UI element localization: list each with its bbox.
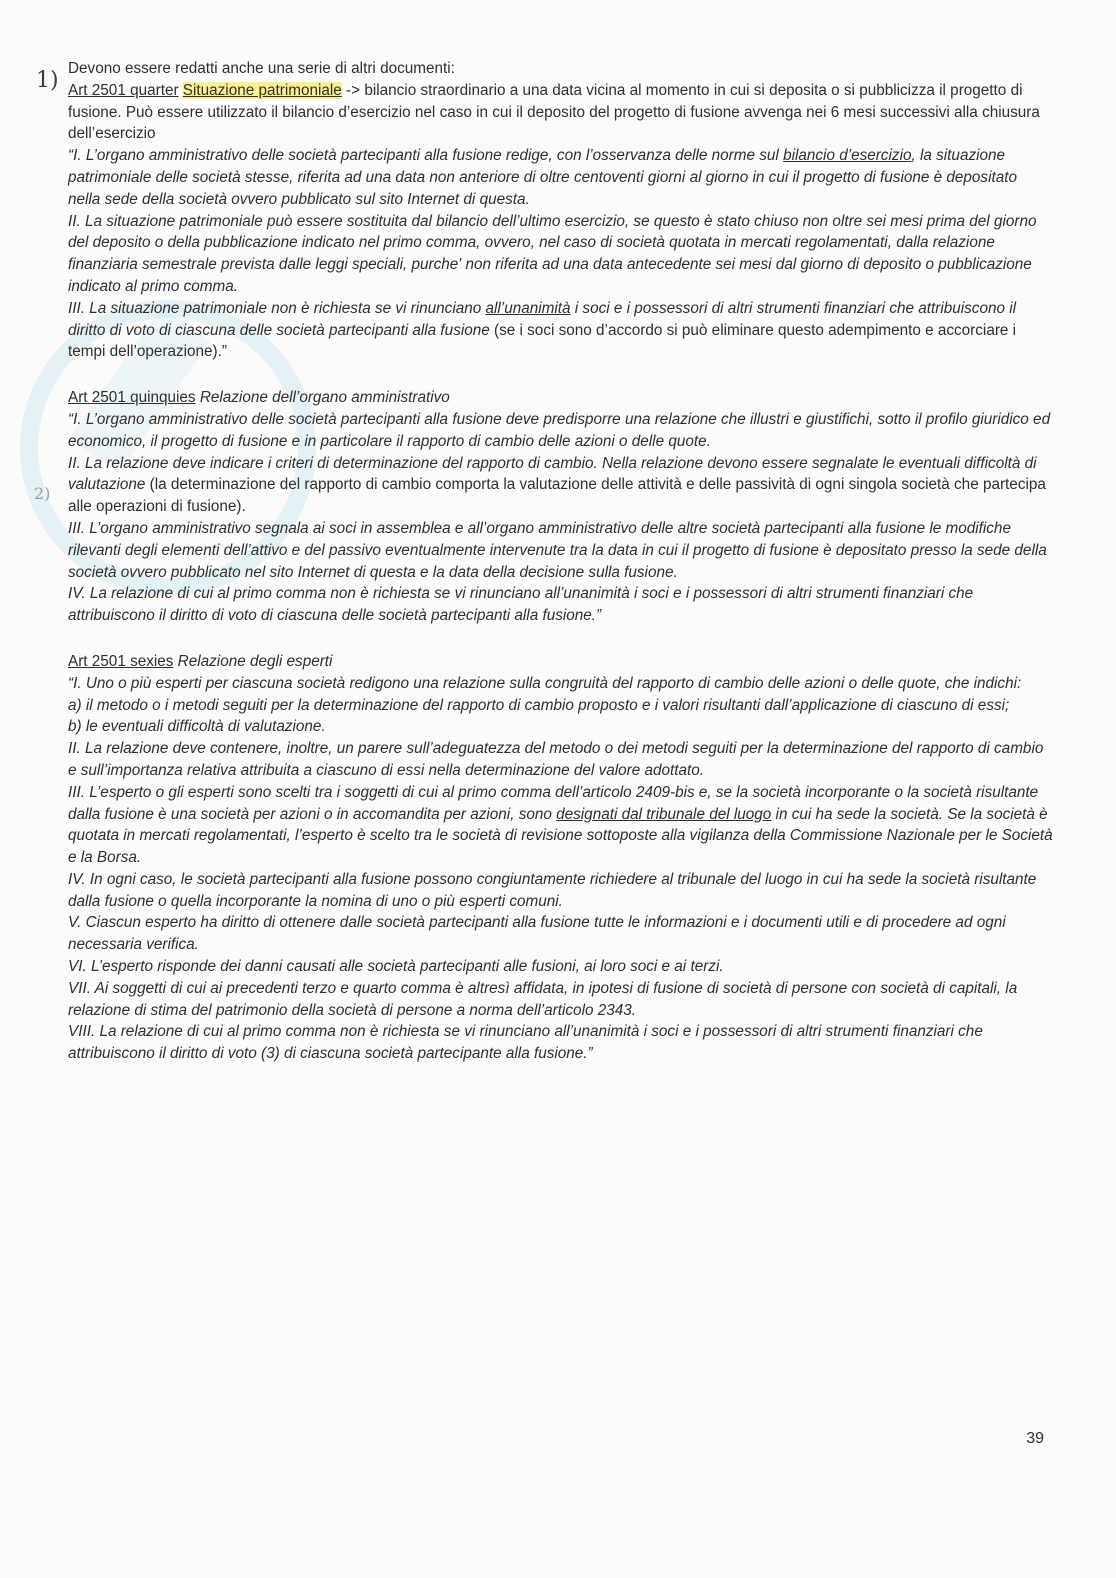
quater-summary: [68, 80, 1053, 145]
sexies-paragraph-4: IV. In ogni caso, le società partecipanti alla fusione possono congiuntamente richiedere al tribunale del luogo in cui ha sede la società risultante dalla fusione o quella incorporante la nomina di uno o più esperti comuni.: [68, 870, 1037, 910]
quater-paragraph-3: [68, 298, 1053, 363]
sexies-item-a: a) il metodo o i metodi seguiti per la determinazione del rapporto di cambio proposto e i valori risultanti dall’applicazione di ciascuno di essi;: [68, 696, 1010, 714]
quinquies-paragraph-1: “I. L’organo amministrativo delle società partecipanti alla fusione deve predisporre una relazione che illustri e giustifichi, sotto il profilo giuridico ed economico, il progetto di fusione e in particolare il rapporto di cambio delle azioni o delle quote.: [68, 410, 1051, 450]
quater-article-heading: Art 2501 quarter: [68, 81, 179, 99]
sexies-paragraph-6: VI. L’esperto risponde dei danni causati alle società partecipanti alle fusioni, ai loro soci e ai terzi.: [68, 958, 724, 976]
sexies-paragraph-2: II. La relazione deve contenere, inoltre, un parere sull’adeguatezza del metodo o dei metodi seguiti per la determinazione del rapporto di cambio e sull’importanza relativa attribuita a ciascuno di essi nella determinazione del valore adottato.: [68, 740, 1044, 779]
quater-summary-text: -> bilancio straordinario a una data vicina al momento in cui si deposita o si pubblicizza il progetto di fusione. Può essere utilizzato il bilancio d’esercizio nel caso in cui il deposito del progetto di fusione avvenga nei 6 mesi successivi alla chiusura dell’esercizio: [68, 81, 1040, 143]
quater-p3-note: (se i soci sono d’accordo si può eliminare questo adempimento e accorciare i tempi dell’operazione).”: [68, 321, 1017, 361]
quater-paragraph-2: II. La situazione patrimoniale può essere sostituita dal bilancio dell’ultimo esercizio, se questo è stato chiuso non oltre sei mesi prima del giorno del deposito o della pubblicazione indicato nel primo comma, ovvero, nel caso di società quotata in mercati regolamentati, dalla relazione finanziaria semestrale prevista dalle leggi speciali, purche' non riferita ad una data antecedente sei mesi dal giorno di deposito o pubblicazione indicato al primo comma.: [68, 212, 1037, 295]
quinquies-article-heading: Art 2501 quinquies: [68, 389, 196, 407]
sexies-article-heading: Art 2501 sexies: [68, 652, 174, 670]
quater-p3-start: III. La situazione patrimoniale non è richiesta se vi rinunciano: [68, 299, 486, 317]
sexies-paragraph-7: VII. Ai soggetti di cui ai precedenti terzo e quarto comma è altresì affidata, in ipotesi di fusione di società di persone con società di capitali, la relazione di stima del patrimonio della società di persone a norma dell’articolo 2343.: [68, 979, 1018, 1019]
quater-p3-middle: i soci e i possessori di altri strumenti finanziari che attribuiscono il diritto di voto di ciascuna delle società partecipanti alla fusione: [68, 299, 1017, 339]
quinquies-paragraph-2: [68, 453, 1053, 518]
quinquies-heading: [68, 387, 1053, 409]
sexies-heading: [68, 651, 1053, 673]
quater-paragraph-1: [68, 145, 1053, 210]
sexies-paragraph-3: [68, 782, 1053, 869]
sexies-p3-underlined: designati dal tribunale del luogo: [556, 805, 772, 823]
sexies-paragraph-1: “I. Uno o più esperti per ciascuna società redigono una relazione sulla congruità del rapporto di cambio delle azioni o delle quote, che indichi:: [68, 674, 1022, 692]
sexies-title: Relazione degli esperti: [173, 652, 333, 670]
sexies-paragraph-5: V. Ciascun esperto ha diritto di ottenere dalle società partecipanti alla fusione tutte le informazioni e i documenti utili e di procedere ad ogni necessaria verifica.: [68, 914, 1006, 954]
sexies-paragraph-8: VIII. La relazione di cui al primo comma non è richiesta se vi rinunciano all’unanimità i soci e i possessori di altri strumenti finanziari che attribuiscono il diritto di voto (3) di ciascuna società partecipante alla fusione.”: [68, 1023, 983, 1063]
intro-line: Devono essere redatti anche una serie di altri documenti:: [68, 60, 455, 77]
quater-p1-start: “I. L’organo amministrativo delle società partecipanti alla fusione redige, con l’osservanza delle norme sul: [68, 147, 784, 165]
sexies-item-b: b) le eventuali difficoltà di valutazione.: [68, 718, 326, 736]
page-body: [68, 58, 1053, 1065]
quinquies-paragraph-3: III. L’organo amministrativo segnala ai soci in assemblea e all’organo amministrativo delle altre società partecipanti alla fusione le modifiche rilevanti degli elementi dell’attivo e del passivo eventualmente intervenute tra la data in cui il progetto di fusione è depositato presso la sede della società ovvero pubblicato nel sito Internet di questa e la data della decisione sulla fusione.: [68, 519, 1047, 581]
margin-mark-2: 2): [34, 484, 51, 503]
page-number: 39: [1026, 1430, 1044, 1447]
quinquies-p2-note: (la determinazione del rapporto di cambio comporta la valutazione delle attività e delle passività di ogni singola società che partecipa alle operazioni di fusione).: [68, 476, 1046, 516]
quinquies-p2-text: II. La relazione deve indicare i criteri di determinazione del rapporto di cambio. Nella relazione devono essere segnalate le eventuali difficoltà di valutazione: [68, 454, 1037, 494]
sexies-p3-start: III. L’esperto o gli esperti sono scelti tra i soggetti di cui al primo comma dell’articolo 2409-bis e, se la società incorporante o la società risultante dalla fusione è una società per azioni o in accomandita per azioni, sono: [68, 783, 1039, 823]
quater-title: Situazione patrimoniale: [182, 81, 342, 99]
quater-p1-end: , la situazione patrimoniale delle società stesse, riferita ad una data non anteriore di oltre centoventi giorni al giorno in cui il progetto di fusione è depositato nella sede della società ovvero pubblicato sul sito Internet di questa.: [68, 147, 1017, 208]
quater-p3-underlined: all’unanimità: [485, 299, 571, 317]
quinquies-paragraph-4: IV. La relazione di cui al primo comma non è richiesta se vi rinunciano all’unanimità i soci e i possessori di altri strumenti finanziari che attribuiscono il diritto di voto di ciascuna delle società partecipanti alla fusione.”: [68, 585, 974, 625]
sexies-p3-end: in cui ha sede la società. Se la società è quotata in mercati regolamentati, l’esperto è scelto tra le società di revisione sottoposte alla vigilanza della Commissione Nazionale per le Società e la Borsa.: [68, 805, 1053, 867]
quater-p1-underlined: bilancio d’esercizio: [783, 147, 912, 165]
quinquies-title: Relazione dell’organo amministrativo: [195, 389, 450, 407]
margin-mark-1: 1): [36, 68, 59, 93]
